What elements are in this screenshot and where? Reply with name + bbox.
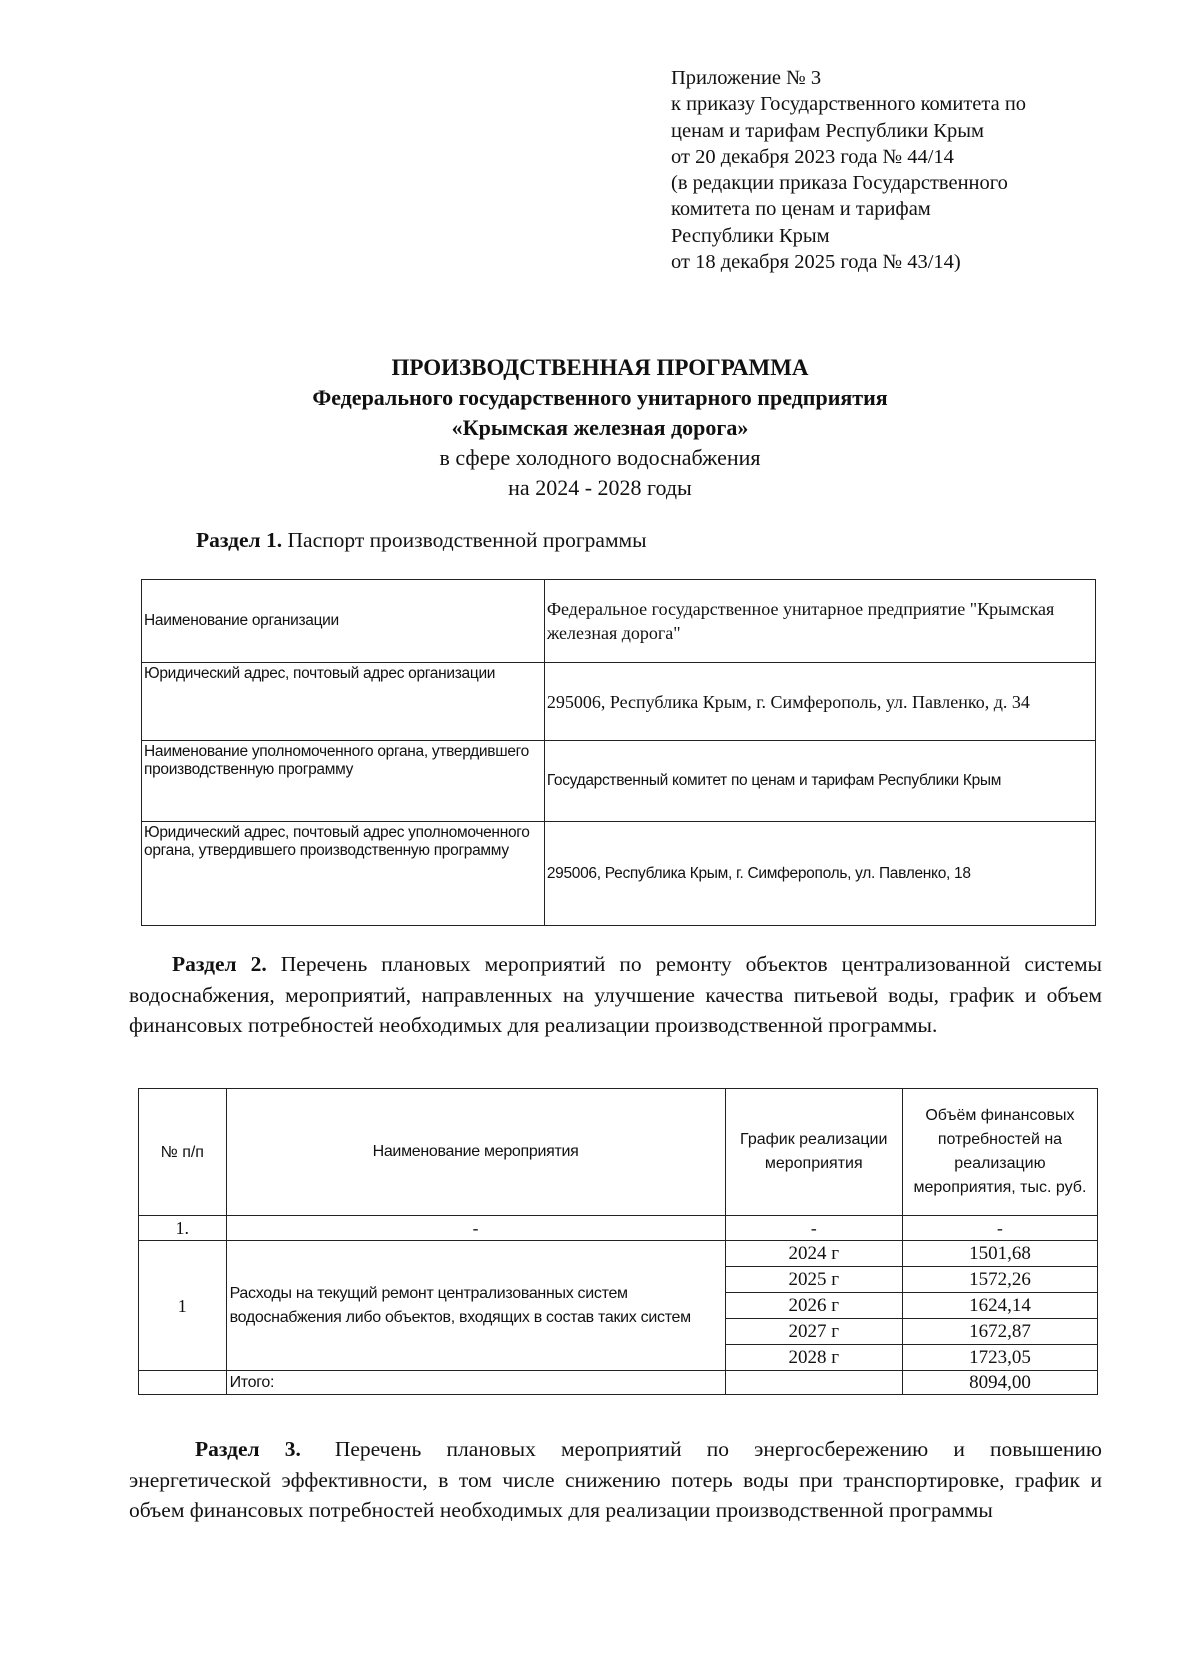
amount-cell: 1723,05 bbox=[902, 1345, 1097, 1371]
passport-value: Государственный комитет по ценам и тарифам Республики Крым bbox=[544, 741, 1095, 822]
year-cell: 2027 г bbox=[725, 1319, 902, 1345]
table-row bbox=[142, 580, 1096, 663]
header-name: Наименование мероприятия bbox=[226, 1089, 725, 1216]
total-empty bbox=[139, 1371, 227, 1395]
appendix-line: от 18 декабря 2025 года № 43/14) bbox=[671, 251, 961, 274]
amount-cell: 1501,68 bbox=[902, 1241, 1097, 1267]
total-schedule-empty bbox=[725, 1371, 902, 1395]
section-2-text: Перечень плановых мероприятий по ремонту объектов централизованной системы водоснабжения, мероприятий, направленных на улучшение качества питьевой воды, график и объем финансовых потребностей необходимых для реализации производственной программы. bbox=[129, 952, 1103, 1037]
section-1-text: Паспорт производственной программы bbox=[287, 528, 647, 552]
table-header-row bbox=[139, 1089, 1098, 1216]
row-name: - bbox=[226, 1216, 725, 1241]
document-title bbox=[120, 353, 1080, 503]
row-name: Расходы на текущий ремонт централизованных систем водоснабжения либо объектов, входящих в состав таких систем bbox=[226, 1241, 725, 1371]
passport-value: 295006, Республика Крым, г. Симферополь, ул. Павленко, 18 bbox=[544, 822, 1095, 926]
amount-cell: 1572,26 bbox=[902, 1267, 1097, 1293]
passport-label: Юридический адрес, почтовый адрес уполномоченного органа, утвердившего производственную программу bbox=[142, 822, 545, 926]
year-cell: 2024 г bbox=[725, 1241, 902, 1267]
passport-value: 295006, Республика Крым, г. Симферополь, ул. Павленко, д. 34 bbox=[544, 663, 1095, 741]
passport-table bbox=[141, 579, 1096, 926]
total-row bbox=[139, 1371, 1098, 1395]
title-line-4: в сфере холодного водоснабжения bbox=[439, 445, 761, 470]
section-3-heading bbox=[129, 1434, 1102, 1526]
header-num: № п/п bbox=[139, 1089, 227, 1216]
title-line-3: «Крымская железная дорога» bbox=[451, 415, 749, 440]
header-schedule: График реализации мероприятия bbox=[725, 1089, 902, 1216]
section-3-text: Перечень плановых мероприятий по энергосбережению и повышению энергетической эффективности, в том числе снижению потерь воды при транспортировке, график и объем финансовых потребностей необходимых для реализации производственной программы bbox=[129, 1437, 1102, 1522]
passport-label: Наименование уполномоченного органа, утвердившего производственную программу bbox=[142, 741, 545, 822]
table-row bbox=[142, 741, 1096, 822]
table-row bbox=[142, 822, 1096, 926]
total-amount: 8094,00 bbox=[902, 1371, 1097, 1395]
section-3-label: Раздел 3. bbox=[195, 1437, 301, 1461]
appendix-line: (в редакции приказа Государственного bbox=[671, 172, 1008, 195]
total-label: Итого: bbox=[226, 1371, 725, 1395]
row-num: 1. bbox=[139, 1216, 227, 1241]
amount-cell: 1672,87 bbox=[902, 1319, 1097, 1345]
title-line-1: ПРОИЗВОДСТВЕННАЯ ПРОГРАММА bbox=[391, 355, 809, 380]
row-num: 1 bbox=[139, 1241, 227, 1371]
section-2-label: Раздел 2. bbox=[172, 952, 267, 976]
year-cell: 2025 г bbox=[725, 1267, 902, 1293]
amount-cell: 1624,14 bbox=[902, 1293, 1097, 1319]
title-line-2: Федерального государственного унитарного предприятия bbox=[312, 385, 888, 410]
section-1-heading bbox=[196, 525, 647, 555]
year-cell: 2028 г bbox=[725, 1345, 902, 1371]
row-schedule: - bbox=[725, 1216, 902, 1241]
table-row bbox=[142, 663, 1096, 741]
appendix-block bbox=[671, 65, 1131, 275]
passport-label: Наименование организации bbox=[142, 580, 545, 663]
section-2-heading bbox=[129, 949, 1102, 1041]
table-row bbox=[139, 1241, 1098, 1267]
passport-value: Федеральное государственное унитарное предприятие "Крымская железная дорога" bbox=[544, 580, 1095, 663]
section-1-label: Раздел 1. bbox=[196, 528, 283, 552]
row-amount: - bbox=[902, 1216, 1097, 1241]
title-line-5: на 2024 - 2028 годы bbox=[508, 475, 692, 500]
appendix-line: ценам и тарифам Республики Крым bbox=[671, 119, 984, 142]
passport-label: Юридический адрес, почтовый адрес организации bbox=[142, 663, 545, 741]
appendix-line: Республики Крым bbox=[671, 224, 830, 247]
appendix-line: комитета по ценам и тарифам bbox=[671, 198, 931, 221]
appendix-line: Приложение № 3 bbox=[671, 67, 822, 89]
appendix-line: к приказу Государственного комитета по bbox=[671, 93, 1027, 116]
activities-table bbox=[138, 1088, 1098, 1395]
year-cell: 2026 г bbox=[725, 1293, 902, 1319]
appendix-line: от 20 декабря 2023 года № 44/14 bbox=[671, 145, 954, 168]
header-amount: Объём финансовых потребностей на реализацию мероприятия, тыс. руб. bbox=[902, 1089, 1097, 1216]
table-row bbox=[139, 1216, 1098, 1241]
